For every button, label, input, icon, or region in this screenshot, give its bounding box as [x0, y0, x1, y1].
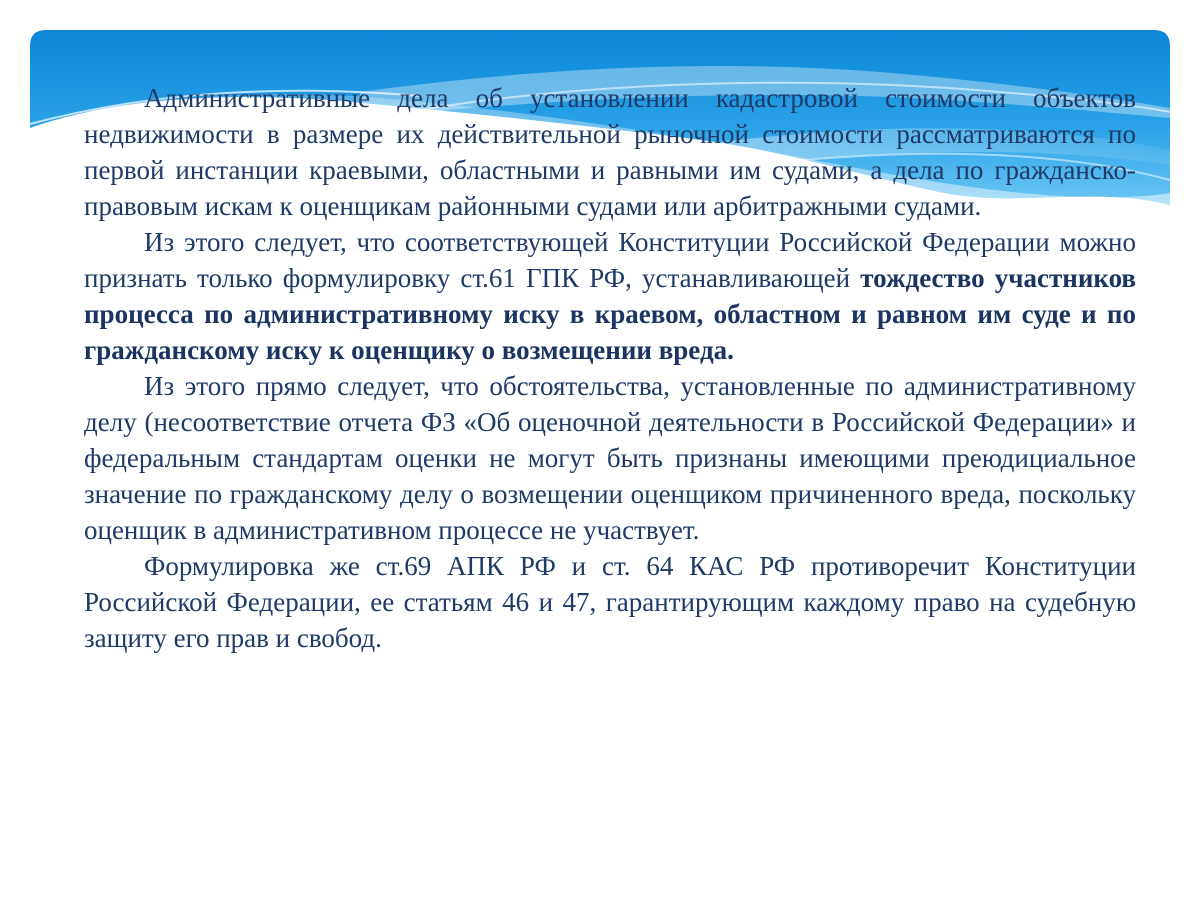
- paragraph-4: [84, 548, 1136, 656]
- paragraph-2-bold-text: тождество участников процесса по административному иску в краевом, областном и равном им суде и по гражданскому иску к оценщику о возмещении вреда.: [84, 263, 1137, 365]
- paragraph-1-text: Административные дела об установлении кадастровой стоимости объектов недвижимости в размере их действительной рыночной стоимости рассматриваются по первой инстанции краевыми, областными и равными им судами, а дела по гражданско-правовым искам к оценщикам районными судами или арбитражными судами.: [84, 83, 1136, 221]
- paragraph-4-text: Формулировка же ст.69 АПК РФ и ст. 64 КАС РФ противоречит Конституции Российской Федерации, ее статьям 46 и 47, гарантирующим каждому право на судебную защиту его прав и свобод.: [84, 551, 1136, 653]
- paragraph-3-text: Из этого прямо следует, что обстоятельства, установленные по административному делу (несоответствие отчета ФЗ «Об оценочной деятельности в Российской Федерации» и федеральным стандартам оценки не могут быть признаны имеющими преюдициальное значение по гражданскому делу о возмещении оценщиком причиненного вреда, поскольку оценщик в административном процессе не участвует.: [84, 371, 1136, 545]
- slide-body-text: [84, 80, 1136, 656]
- paragraph-2: [84, 224, 1136, 368]
- paragraph-3: [84, 368, 1136, 548]
- paragraph-2-text: Из этого следует, что соответствующей Конституции Российской Федерации можно признать только формулировку ст.61 ГПК РФ, устанавливающей: [84, 227, 1136, 293]
- paragraph-1: [84, 80, 1136, 224]
